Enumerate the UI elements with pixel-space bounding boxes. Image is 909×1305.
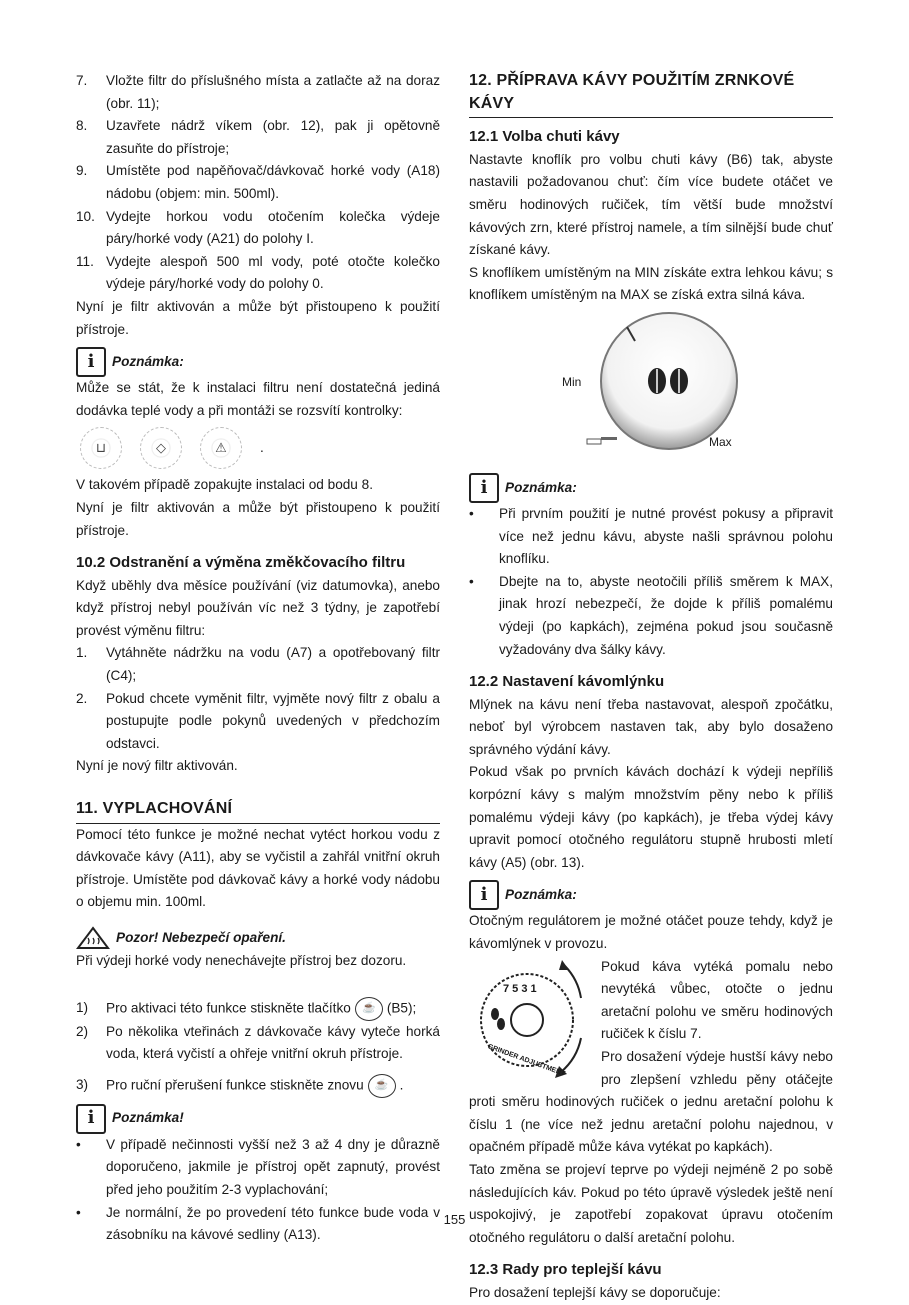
section-10-2-title: 10.2 Odstranění a výměna změkčovacího filtru <box>76 554 406 572</box>
dial-max-label: Max <box>709 434 732 449</box>
grinder-p2: Pro dosažení výdeje hustší kávy nebo pro zlepšení vzhledu pěny otáčejte proti směru hodinových ručiček o jednu aretační polohu k číslu 1 (ne více než jednu aretační polohu najednou, v opačném případě může káva vytékat po kapkách). <box>469 1049 833 1155</box>
step-text: Pro aktivaci této funkce stiskněte tlačítko <box>106 1000 351 1016</box>
note-label: Poznámka! <box>112 1110 184 1126</box>
indicator-dot: . <box>260 440 264 456</box>
note-text: Může se stát, že k instalaci filtru není dostatečná jediná dodávka teplé vody a při montáži se rozsvítí kontrolky: <box>76 380 440 418</box>
info-icon: i <box>76 1104 106 1134</box>
step-number: 9. <box>76 163 88 179</box>
rinse-step-2 <box>76 1021 440 1066</box>
warning-label: Pozor! Nebezpečí opaření. <box>116 929 286 945</box>
step-text: Pokud chcete vyměnit filtr, vyjměte nový filtr z obalu a postupujte podle pokynů uvedených v předchozím odstavci. <box>106 690 440 751</box>
step-text-post: (B5); <box>386 1000 417 1016</box>
note2-text: Otočným regulátorem je možné otáčet pouze tehdy, když je kávomlýnek v provozu. <box>469 913 833 952</box>
step-text: Uzavřete nádrž víkem (obr. 12), pak ji opětovně zasuňte do přístroje; <box>106 118 440 156</box>
note2-heading <box>469 880 833 910</box>
step-text: Umístěte pod napěňovač/dávkovač horké vody (A18) nádobu (objem: min. 500ml). <box>106 163 440 201</box>
step-number: 10. <box>76 208 95 224</box>
step-number: 11. <box>76 253 94 269</box>
step-number: 1. <box>76 645 88 661</box>
section-12-2-p2: Pokud však po prvních kávách dochází k výdeji nepříliš korpózní kávy s malým množstvím pěny nebo k příliš pomalému výdeji kávy (po kapkách), je třeba výdej kávy upravit pomocí otočného regulátoru stupně hrubosti mletí kávy (A5) (obr. 13). <box>469 764 833 870</box>
note-label: Poznámka: <box>112 353 184 369</box>
section-12-3-p1: Pro dosažení teplejší kávy se doporučuje: <box>469 1284 721 1300</box>
step-text: Vložte filtr do příslušného místa a zatlačte až na doraz (obr. 11); <box>106 73 440 111</box>
warning-heading <box>76 926 440 950</box>
note-heading <box>76 347 440 377</box>
section-12-1-title: 12.1 Volba chuti kávy <box>469 128 620 146</box>
note-bullet: • Při prvním použití je nutné provést pokusy a připravit více než jednu kávu, abyste našli správnou polohu knoflíku. <box>469 503 833 571</box>
step-number: 8. <box>76 118 88 134</box>
list-item <box>76 251 440 296</box>
repeat-text: V takovém případě zopakujte instalaci od bodu 8. <box>76 477 373 493</box>
step-text: Vydejte horkou vodu otočením kolečka výdeje páry/horké vody (A21) do polohy I. <box>106 208 440 247</box>
step-text: Vytáhněte nádržku na vodu (A7) a opotřebovaný filtr (C4); <box>106 645 440 684</box>
grinder-p1: Pokud káva vytéká pomalu nebo nevytéká vůbec, otočte o jednu aretační polohu ve směru hodinových ručiček k číslu 7. <box>601 958 833 1042</box>
filter-active-text: Nyní je filtr aktivován a může být přistoupeno k použití přístroje. <box>76 298 440 337</box>
grinder-adjustment-dial <box>469 958 593 1082</box>
step-text-post: . <box>399 1077 404 1093</box>
dial-illustration <box>469 307 833 467</box>
warning-indicator-icon: ⚠ <box>200 427 242 469</box>
section-12-3-title: 12.3 Rady pro teplejší kávu <box>469 1261 662 1279</box>
list-item <box>76 115 440 160</box>
note2-bullet: • Je normální, že po provedení této funkce bude voda v zásobníku na kávové sedliny (A13). <box>76 1202 440 1247</box>
coffee-strength-dial <box>469 307 833 467</box>
list-item <box>76 206 440 251</box>
water-tank-indicator-icon: ⊔ <box>80 427 122 469</box>
page-number: 155 <box>443 1212 466 1227</box>
section-10-2-intro: Když uběhly dva měsíce používání (viz datumovka), anebo když přístroj nebyl používán víc než 3 týdny, je zapotřebí provést výměnu filtru: <box>76 577 440 638</box>
info-icon: i <box>76 347 106 377</box>
note-label: Poznámka: <box>505 479 577 495</box>
rinse-button-icon: ☕ <box>368 1074 396 1098</box>
step-number: 2) <box>76 1023 89 1039</box>
dial-min-label: Min <box>562 374 582 389</box>
rinse-button-icon: ☕ <box>355 997 383 1021</box>
list-item <box>76 688 440 756</box>
note-label: Poznámka: <box>505 887 577 903</box>
section-12-title: 12. PŘÍPRAVA KÁVY POUŽITÍM ZRNKOVÉ KÁVY <box>469 70 833 118</box>
step-number: 3) <box>76 1076 89 1092</box>
new-filter-text: Nyní je nový filtr aktivován. <box>76 758 238 774</box>
section-12-2-title: 12.2 Nastavení kávomlýnku <box>469 673 665 691</box>
step-text: Pro ruční přerušení funkce stiskněte znovu <box>106 1077 364 1093</box>
section-11-title: 11. VYPLACHOVÁNÍ <box>76 798 440 824</box>
replace-steps <box>76 642 440 755</box>
section-12-1-p1: Nastavte knoflík pro volbu chuti kávy (B6) tak, abyste nastavili požadovanou chuť: čím více budete otáčet ve směru hodinových ručiček, tím větší bude množství kávových zrn, které přístroj namele, a tím silnější bude chuť získané kávy. <box>469 151 833 258</box>
grinder-numbers: 7 5 3 1 <box>503 982 537 995</box>
grinder-label: GRINDER ADJUSTMENT <box>486 1042 566 1078</box>
info-icon: i <box>469 880 499 910</box>
step-number: 1) <box>76 999 89 1015</box>
hot-surface-warning-icon <box>76 926 110 950</box>
rinse-step-1 <box>76 997 440 1021</box>
section-11-paragraph: Pomocí této funkce je možné nechat vytéct horkou vodu z dávkovače kávy (A11), aby se vyčistil a zahřál vnitřní okruh přístroje. Umístěte pod dávkovač kávy a horké vody nádobu o objemu min. 100ml. <box>76 826 440 910</box>
step-text: Po několika vteřinách z dávkovače kávy vyteče horká voda, která vyčistí a ohřeje vnitřní okruh přístroje. <box>106 1023 440 1062</box>
section-12-1-p2: S knoflíkem umístěným na MIN získáte extra lehkou kávu; s knoflíkem umístěným na MAX se získá extra silná káva. <box>469 264 833 303</box>
descale-indicator-icon: ◇ <box>140 427 182 469</box>
step-number: 2. <box>76 690 88 706</box>
step-number: 7. <box>76 73 88 88</box>
warning-text: Při výdeji horké vody nenechávejte přístroj bez dozoru. <box>76 953 407 968</box>
section-12-2-p1: Mlýnek na kávu není třeba nastavovat, alespoň zpočátku, neboť byl výrobcem nastaven tak, aby bylo dosaženo správného výdání kávy. <box>469 696 833 757</box>
note-bullet: • Dbejte na to, abyste neotočili příliš směrem k MAX, jinak hrozí nebezpečí, že dojde k příliš pomalému výdeji (po kapkách), zejména pokud jsou současně vyžadovány dva šálky kávy. <box>469 571 833 661</box>
list-item <box>76 642 440 687</box>
rinse-step-3 <box>76 1074 440 1098</box>
left-column <box>76 70 440 1247</box>
note2-heading <box>76 1104 440 1134</box>
note2-bullet: • V případě nečinnosti vyšší než 3 až 4 dny je důrazně doporučeno, jakmile je přístroj opět zapnutý, provést před jeho použitím 2-3 vyplachování; <box>76 1134 440 1202</box>
section-12-2-p3: Tato změna se projeví teprve po výdeji nejméně 2 po sobě následujících káv. Pokud po této úpravě výsledek ještě není uspokojivý, je zapotřebí zopakovat úpravu otočením otočného regulátoru o další aretační polohu. <box>469 1161 833 1245</box>
right-column <box>469 70 833 1305</box>
step-text: Vydejte alespoň 500 ml vody, poté otočte kolečko výdeje páry/horké vody do polohy 0. <box>106 253 440 292</box>
grinder-block <box>469 956 833 1159</box>
install-steps <box>76 70 440 296</box>
note-heading <box>469 473 833 503</box>
indicator-lights <box>76 422 440 474</box>
list-item <box>76 160 440 205</box>
filter-active-text-2: Nyní je filtr aktivován a může být přistoupeno k použití přístroje. <box>76 499 440 538</box>
info-icon: i <box>469 473 499 503</box>
list-item <box>76 70 440 115</box>
